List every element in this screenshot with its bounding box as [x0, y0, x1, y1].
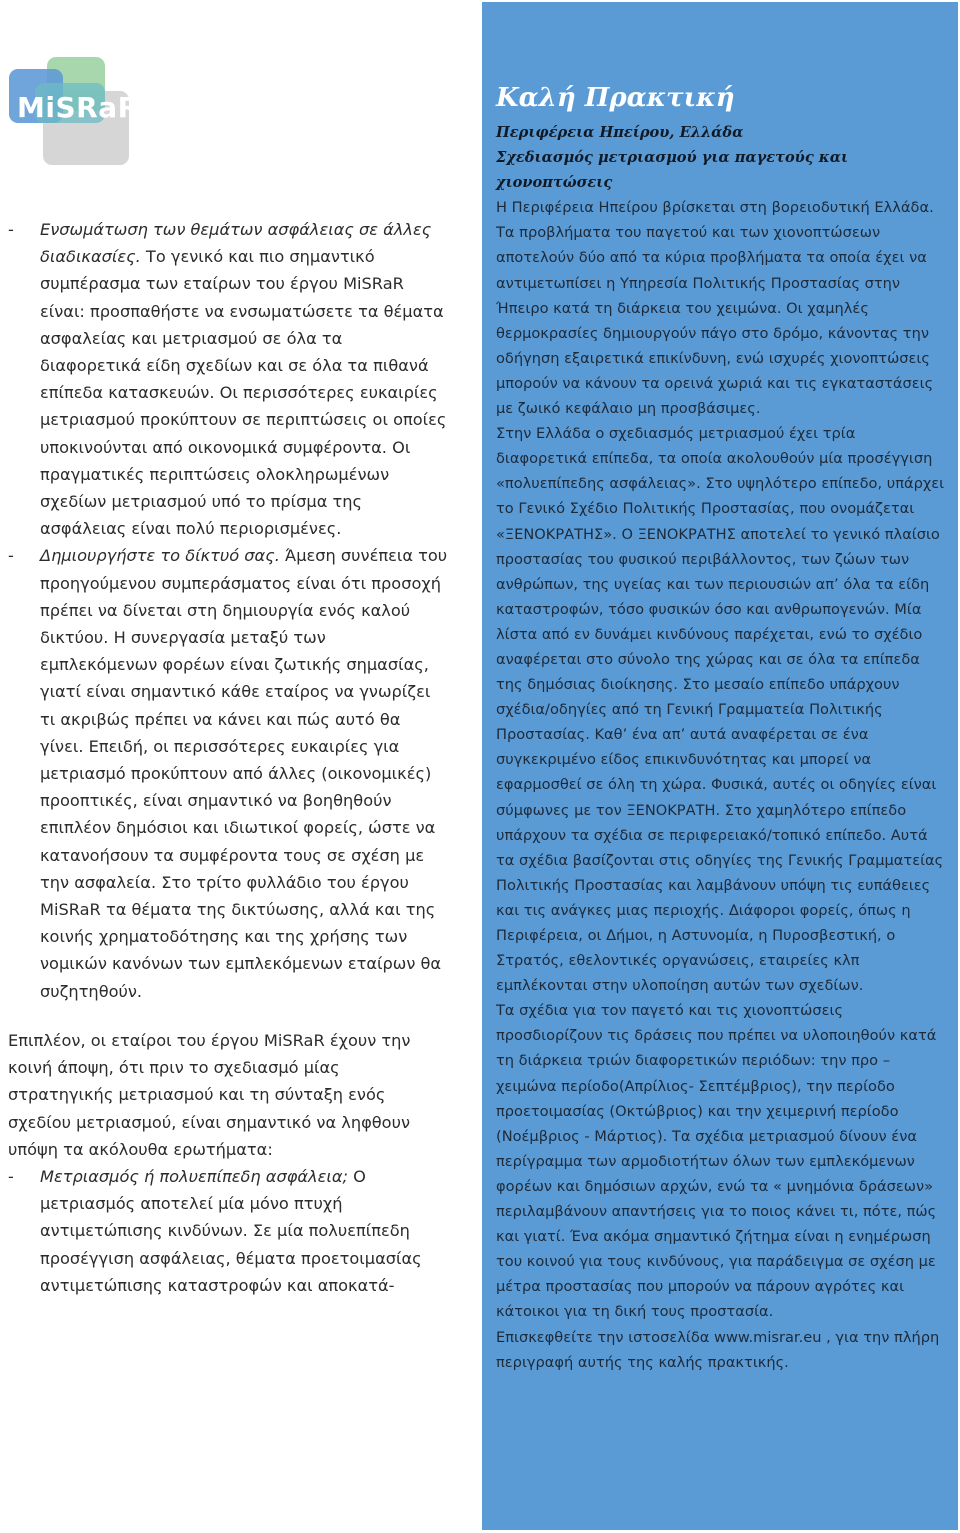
bullet-dash: - [8, 1166, 14, 1186]
panel-paragraph-2: Στην Ελλάδα ο σχεδιασμός μετριασμού έχει τρία διαφορετικά επίπεδα, τα οποία ακολουθούν μία προσέγγιση «πολυεπίπεδης ασφάλειας». Στο υψηλότερο επίπεδο, υπάρχει το Γενικό Σχέδιο Πολιτικής Προστασίας, που ονομάζεται «ΞΕΝΟΚΡΑΤΗΣ». Ο ΞΕΝΟΚΡΑΤΗΣ αποτελεί το γενικό πλαίσιο προστασίας του φυσικού περιβάλλοντος, των ζώων των ανθρώπων, της υγείας και των περιουσιών απ’ όλα τα είδη καταστροφών, τόσο φυσικών όσο και ανθρωπογενών. Μία λίστα από εν δυνάμει κινδύνους παρέχεται, ενώ το σχέδιο αναφέρεται στο σύνολο της χώρας και σε όλα τα επίπεδα της δημόσιας διοίκησης. Στο μεσαίο επίπεδο υπάρχουν σχέδια/οδηγίες από τη Γενική Γραμματεία Πολιτικής Προστασίας. Καθ’ ένα απ’ αυτά αναφέρεται σε ένα συγκεκριμένο είδος επικινδυνότητας και μπορεί να εφαρμοσθεί σε όλη τη χώρα. Φυσικά, αυτές οι οδηγίες είναι σύμφωνες με τον ΞΕΝΟΚΡΑΤΗ. Στο χαμηλότερο επίπεδο υπάρχουν τα σχέδια σε περιφερειακό/τοπικό επίπεδο. Αυτά τα σχέδια βασίζονται στις οδηγίες της Γενικής Γραμματείας Πολιτικής Προστασίας και λαμβάνουν υπόψη τις ευπάθειες και τις ανάγκες μιας περιοχής. Διάφοροι φορείς, όπως η Περιφέρεια, οι Δήμοι, η Αστυνομία, η Πυροσβεστική, ο Στρατός, εθελοντικές οργανώσεις, εταιρείες κλπ εμπλέκονται στην υλοποίηση αυτών των σχεδίων. [496, 425, 945, 995]
panel-title: Καλή Πρακτική [496, 83, 735, 113]
misrar-logo [5, 55, 140, 167]
panel-paragraph-3: Τα σχέδια για τον παγετό και τις χιονοπτώσεις προσδιορίζουν τις δράσεις που πρέπει να υλοποιηθούν κατά τη διάρκεια τριών διαφορετικών περιόδων: την προ – χειμώνα περίοδο(Απρίλιος- Σεπτέμβριος), την περίοδο προετοιμασίας (Οκτώβριος) και την χειμερινή περίοδο (Νοέμβριος - Μάρτιος). Τα σχέδια μετριασμού δίνουν ένα περίγραμμα των αρμοδιοτήτων όλων των εμπλεκόμενων φορέων και δημόσιων αρχών, ενώ τα « μνημόνια δράσεων» περιλαμβάνουν απαντήσεις για το ποιος κάνει τι, πότε, πώς και γιατί. Ένα ακόμα σημαντικό ζήτημα είναι η ενημέρωση του κοινού για τους κινδύνους, για παράδειγμα σε σχέση με μέτρα προστασίας που μπορούν να πάρουν αγρότες και κάτοικοι για τη δική τους προστασία. [496, 1002, 937, 1321]
bullet-dash: - [8, 220, 14, 239]
bullet-lead: Μετριασμός ή πολυεπίπεδη ασφάλεια; [40, 1166, 348, 1186]
bullet-network [8, 542, 448, 1004]
panel-content [496, 78, 946, 1375]
bullet-lead: Δημιουργήστε το δίκτυό σας. [40, 546, 280, 566]
bullet-lead: Ενσωμάτωση των θεμάτων ασφάλειας σε άλλες διαδικασίες. [40, 220, 432, 267]
panel-paragraph-4: Επισκεφθείτε την ιστοσελίδα www.misrar.eu , για την πλήρη περιγραφή αυτής της καλής πρακτικής. [496, 1328, 940, 1371]
panel-paragraph-1: Η Περιφέρεια Ηπείρου βρίσκεται στη βορειοδυτική Ελλάδα. Τα προβλήματα του παγετού και των χιονοπτώσεων αποτελούν δύο από τα κύρια προβλήματα τα οποία έχει να αντιμετωπίσει η Υπηρεσία Πολιτικής Προστασίας στην Ήπειρο κατά τη διάρκεια του χειμώνα. Οι χαμηλές θερμοκρασίες δημιουργούν πάγο στο δρόμο, κάνοντας την οδήγηση εξαιρετικά επικίνδυνη, ενώ ισχυρές χιονοπτώσεις μπορούν να κάνουν τα ορεινά χωριά και τις εγκαταστάσεις με ζωικό κεφάλαιο μη προσβάσιμες. [496, 199, 934, 418]
bullet-multilayer [8, 1163, 448, 1299]
paragraph-questions: Επιπλέον, οι εταίροι του έργου MiSRaR έχουν την κοινή άποψη, ότι πριν το σχεδιασμό μίας στρατηγικής μετριασμού και τη σύνταξη ενός σχεδίου μετριασμού, είναι σημαντικό να ληφθουν υπόψη τα ακόλουθα ερωτήματα: [8, 1030, 411, 1159]
left-column [8, 216, 448, 1299]
panel-subtitle: Σχεδιασμός μετριασμού για παγετούς και χιονοπτώσεις [496, 149, 849, 192]
good-practice-panel [482, 2, 958, 1530]
bullet-body: Το γενικό και πιο σημαντικό συμπέρασμα των εταίρων του έργου MiSRaR είναι: προσπαθήστε να ενσωματώσετε τα θέματα ασφαλείας και μετριασμού σε όλα τα διαφορετικά είδη σχεδίων και σε όλα τα πιθανά επίπεδα κατασκευών. Οι περισσότερες ευκαιρίες μετριασμού προκύπτουν σε περιπτώσεις οι οποίες υποκινούνται από οικονομικά συμφέροντα. Οι πραγματικές περιπτώσεις ολοκληρωμένων σχεδίων μετριασμού υπό το πρίσμα της ασφάλειας είναι πολύ περιορισμένες. [40, 247, 447, 539]
logo-text: MiSRaR [17, 91, 140, 124]
panel-region: Περιφέρεια Ηπείρου, Ελλάδα [496, 124, 744, 141]
bullet-body: Ο μετριασμός αποτελεί μία μόνο πτυχή αντιμετώπισης κινδύνων. Σε μία πολυεπίπεδη προσέγγιση ασφάλειας, θέματα προετοιμασίας αντιμετώπισης καταστροφών και αποκατά- [40, 1166, 422, 1295]
bullet-body: Άμεση συνέπεια του προηγούμενου συμπεράσματος είναι ότι προσοχή πρέπει να δίνεται στη δημιουργία ενός καλού δικτύου. Η συνεργασία μεταξύ των εμπλεκόμενων φορέων είναι ζωτικής σημασίας, γιατί είναι σημαντικό κάθε εταίρος να γνωρίζει τι ακριβώς πρέπει να κάνει και πώς αυτό θα γίνει. Επειδή, οι περισσότερες ευκαιρίες για μετριασμό προκύπτουν από άλλες (οικονομικές) προοπτικές, είναι σημαντικό να βοηθηθούν επιπλέον δημόσιοι και ιδιωτικοί φορείς, ώστε να κατανοήσουν τα συμφέροντα τους σε σχέση με την ασφαλεία. Στο τρίτο φυλλάδιο του έργου MiSRaR τα θέματα της δικτύωσης, αλλά και της κοινής χρηματοδότησης και της χρήσης των νομικών κανόνων των εμπλεκόμενων εταίρων θα συζητηθούν. [40, 546, 448, 1001]
bullet-dash: - [8, 546, 14, 566]
bullet-integration [8, 216, 448, 542]
